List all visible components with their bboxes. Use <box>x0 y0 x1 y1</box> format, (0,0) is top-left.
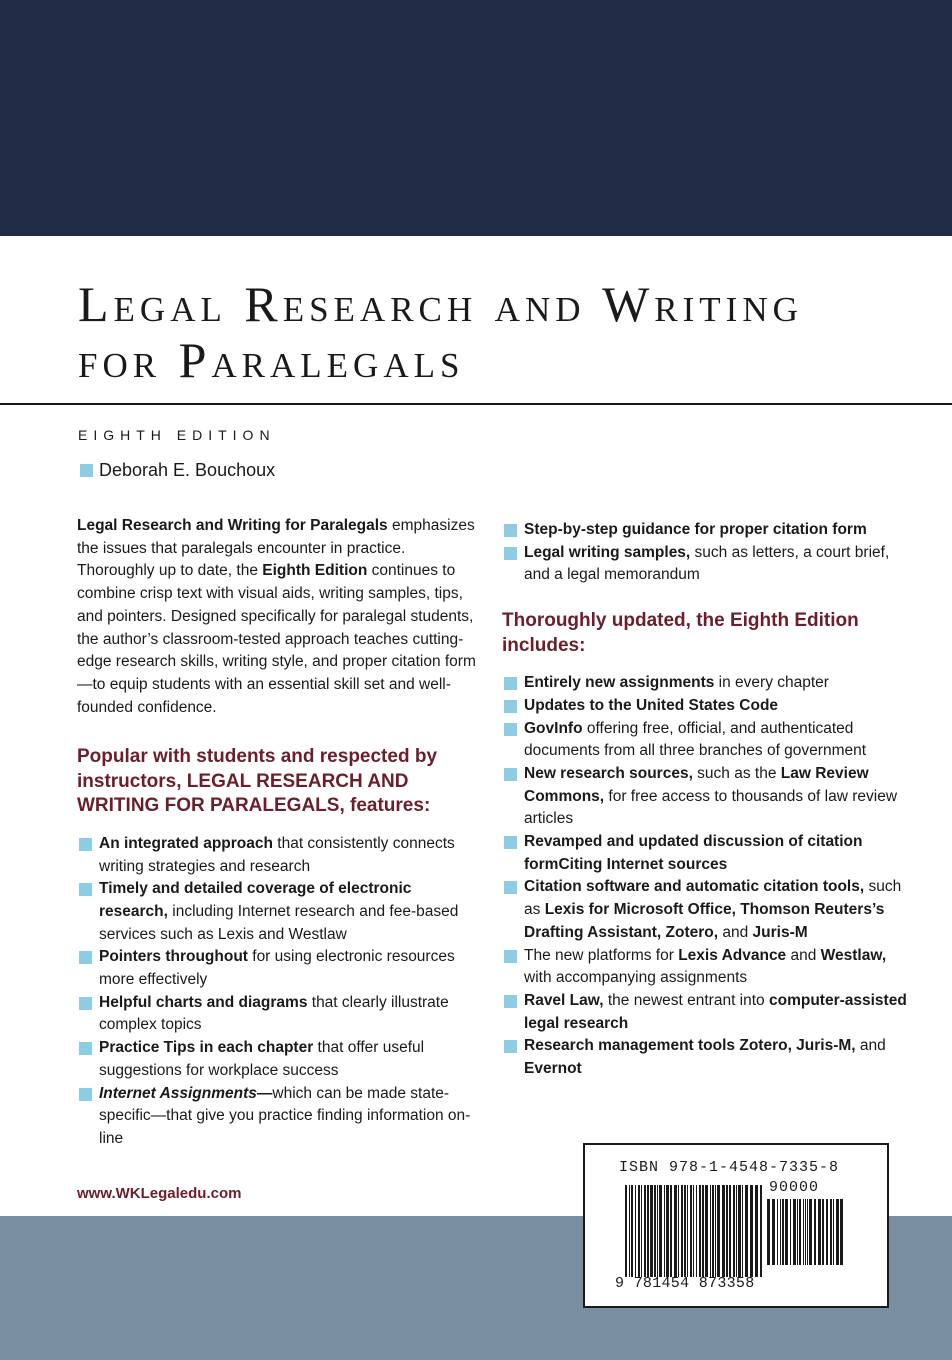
highlights-list <box>502 519 912 587</box>
barcode-bar <box>702 1185 704 1277</box>
barcode-bar <box>822 1199 824 1265</box>
update-bold: Research management tools Zotero, Juris-M, <box>524 1037 856 1055</box>
bullet-square-icon <box>504 768 517 781</box>
update-bold: Evernot <box>524 1060 582 1078</box>
update-text: with accompanying assignments <box>524 969 748 987</box>
barcode-bar <box>670 1185 672 1277</box>
barcode-bar <box>840 1199 843 1265</box>
barcode-bar <box>805 1199 806 1265</box>
list-item <box>502 542 912 587</box>
barcode-bar <box>638 1185 640 1277</box>
barcode-bar <box>742 1185 743 1277</box>
barcode-bar <box>696 1185 697 1277</box>
update-bold: Entirely new assignments <box>524 674 715 692</box>
book-title-line1: Legal Research and Writing <box>78 276 803 332</box>
bullet-square-icon <box>504 836 517 849</box>
list-item <box>502 945 912 990</box>
barcode-addon-bars-icon <box>767 1199 845 1265</box>
top-color-band <box>0 0 952 236</box>
feature-text: that consistently connects writing strategies and research <box>99 834 455 875</box>
bullet-square-icon <box>79 883 92 896</box>
list-item <box>502 831 912 876</box>
barcode-bar <box>830 1199 832 1265</box>
bullet-square-icon <box>504 881 517 894</box>
features-list <box>77 833 477 1151</box>
list-item <box>502 718 912 763</box>
bullet-square-icon <box>80 464 93 477</box>
highlight-bold: Legal writing samples, <box>524 543 691 561</box>
barcode-bar <box>674 1185 677 1277</box>
barcode-bar <box>644 1185 646 1277</box>
isbn-label: ISBN 978-1-4548-7335-8 <box>619 1159 840 1176</box>
feature-bold: Practice Tips in each chapter <box>99 1039 314 1057</box>
updates-heading: Thoroughly updated, the Eighth Edition includes: <box>502 610 859 656</box>
barcode-bar <box>833 1199 834 1265</box>
barcode-bar <box>836 1199 839 1265</box>
update-text: and <box>855 1037 886 1055</box>
barcode-bar <box>790 1199 791 1265</box>
barcode-bar <box>664 1185 665 1277</box>
barcode-bar <box>809 1199 812 1265</box>
barcode-bar <box>629 1185 630 1277</box>
barcode-bar <box>705 1185 708 1277</box>
update-text: the newest entrant into <box>603 991 769 1009</box>
barcode-bar <box>647 1185 649 1277</box>
barcode-bar <box>755 1185 758 1277</box>
bullet-square-icon <box>79 1088 92 1101</box>
list-item <box>77 1037 477 1082</box>
intro-book-title: Legal Research and Writing for Paralegals <box>77 517 388 534</box>
bullet-square-icon <box>79 838 92 851</box>
barcode-bar <box>690 1185 692 1277</box>
barcode-bar <box>745 1185 748 1277</box>
update-bold: New research sources, <box>524 764 693 782</box>
list-item <box>77 992 477 1037</box>
book-title-line2: for Paralegals <box>78 332 465 388</box>
intro-text-1: emphasizes the issues that paralegals encounter in practice. Thoroughly up to date, the <box>77 517 475 580</box>
highlight-text: such as letters, a court brief, and a legal memorandum <box>524 543 890 584</box>
barcode-bar <box>772 1199 775 1265</box>
update-text: in every chapter <box>714 674 829 692</box>
list-item <box>77 833 477 878</box>
intro-text-2: continues to combine crisp text with visual aids, writing samples, tips, and pointers. Designed specifically for paralegal students, the author’s classroom-tested approach teaches cutting-edge research skills, writing style, and proper citation form—to equip students with an essential skill set and well-founded confidence. <box>77 562 476 716</box>
barcode-bar <box>777 1199 778 1265</box>
update-bold: Ravel Law, <box>524 991 604 1009</box>
barcode-bar <box>729 1185 731 1277</box>
barcode-bar <box>722 1185 725 1277</box>
update-bold: GovInfo <box>524 719 583 737</box>
update-bold: Updates to the United States Code <box>524 696 779 714</box>
highlight-bold: Step-by-step guidance for proper citation form <box>524 521 867 538</box>
bullet-square-icon <box>79 997 92 1010</box>
list-item <box>502 672 912 695</box>
barcode-bar <box>799 1199 801 1265</box>
bullet-square-icon <box>504 700 517 713</box>
isbn-barcode <box>583 1143 889 1308</box>
barcode-bar <box>750 1185 753 1277</box>
features-heading: Popular with students and respected by instructors, LEGAL RESEARCH AND WRITING FOR PARALEGALS, features: <box>77 746 438 817</box>
barcode-bar <box>631 1185 633 1277</box>
update-text: The new platforms for <box>524 946 679 964</box>
barcode-bar <box>736 1185 737 1277</box>
update-text: and <box>718 923 753 941</box>
list-item <box>502 519 912 542</box>
list-item <box>502 876 912 944</box>
list-item <box>77 878 477 946</box>
update-bold: Lexis Advance <box>678 946 787 964</box>
list-item <box>502 695 912 718</box>
bullet-square-icon <box>504 723 517 736</box>
feature-text: that offer useful suggestions for workplace success <box>99 1039 425 1079</box>
list-item <box>77 1083 477 1151</box>
bullet-square-icon <box>79 951 92 964</box>
update-text: such as <box>524 878 902 919</box>
author-line <box>80 460 275 481</box>
barcode-bar <box>826 1199 828 1265</box>
barcode-bar <box>650 1185 653 1277</box>
update-text: offering free, official, and authenticated documents from all three branches of government <box>524 719 867 760</box>
update-bold: Citation software and automatic citation tools, <box>524 878 865 896</box>
barcode-bar <box>681 1185 683 1277</box>
barcode-bar <box>785 1199 788 1265</box>
barcode-bar <box>684 1185 686 1277</box>
bullet-square-icon <box>504 677 517 690</box>
feature-bold: Helpful charts and diagrams <box>99 993 308 1011</box>
list-item <box>502 990 912 1035</box>
feature-bold: An integrated approach <box>99 834 273 852</box>
barcode-bars-icon <box>625 1185 765 1277</box>
list-item <box>502 1035 912 1080</box>
update-bold: Juris-M <box>752 923 808 941</box>
barcode-bar <box>767 1199 770 1265</box>
list-item <box>77 946 477 991</box>
barcode-bar <box>715 1185 716 1277</box>
intro-edition: Eighth Edition <box>262 562 368 580</box>
barcode-bar <box>693 1185 694 1277</box>
barcode-bar <box>780 1199 781 1265</box>
update-text: for free access to thousands of law review articles <box>524 787 898 828</box>
barcode-bar <box>657 1185 658 1277</box>
update-bold: Westlaw, <box>820 946 887 964</box>
title-divider <box>0 403 952 405</box>
barcode-bar <box>641 1185 642 1277</box>
barcode-bar <box>760 1185 762 1277</box>
barcode-bar <box>814 1199 816 1265</box>
price-code: 90000 <box>769 1179 820 1196</box>
barcode-bar <box>803 1199 804 1265</box>
barcode-bar <box>654 1185 656 1277</box>
update-bold: Law Review Commons, <box>524 764 869 805</box>
bullet-square-icon <box>504 1040 517 1053</box>
publisher-url: www.WKLegaledu.com <box>77 1185 242 1202</box>
barcode-bar <box>738 1185 741 1277</box>
bullet-square-icon <box>504 547 517 560</box>
barcode-bar <box>625 1185 627 1277</box>
barcode-bar <box>699 1185 701 1277</box>
bullet-square-icon <box>79 1042 92 1055</box>
barcode-bar <box>797 1199 798 1265</box>
barcode-bar <box>733 1185 735 1277</box>
feature-text: for using electronic resources more effectively <box>99 948 455 989</box>
author-name: Deborah E. Bouchoux <box>99 460 276 480</box>
updates-list <box>502 672 912 1081</box>
feature-text: that clearly illustrate complex topics <box>99 993 449 1034</box>
bullet-square-icon <box>504 524 517 537</box>
barcode-bar <box>726 1185 728 1277</box>
barcode-bar <box>818 1199 821 1265</box>
barcode-bar <box>782 1199 784 1265</box>
barcode-bar <box>807 1199 808 1265</box>
update-bold: Revamped and updated discussion of citation formCiting Internet sources <box>524 833 863 873</box>
update-text: and <box>786 946 821 964</box>
barcode-bar <box>710 1185 711 1277</box>
barcode-bar <box>659 1185 662 1277</box>
feature-bold: Timely and detailed coverage of electronic research, <box>99 880 412 920</box>
barcode-bar <box>712 1185 714 1277</box>
update-bold: computer-assisted legal research <box>524 991 907 1032</box>
bullet-square-icon <box>504 950 517 963</box>
book-title <box>78 276 938 388</box>
feature-bold: Pointers throughout <box>99 948 248 966</box>
barcode-bar <box>666 1185 669 1277</box>
list-item <box>502 763 912 831</box>
edition-label: EIGHTH EDITION <box>78 427 276 443</box>
barcode-bar <box>793 1199 796 1265</box>
ean-digits: 9 781454 873358 <box>615 1275 755 1292</box>
feature-text: including Internet research and fee-based services such as Lexis and Westlaw <box>99 902 459 943</box>
bullet-square-icon <box>504 995 517 1008</box>
update-bold: Lexis for Microsoft Office, Thomson Reuters’s Drafting Assistant, Zotero, <box>524 901 885 941</box>
feature-bold: Internet Assignments— <box>99 1084 273 1102</box>
barcode-bar <box>678 1185 679 1277</box>
feature-text: which can be made state-specific—that give you practice finding information on-line <box>99 1084 471 1147</box>
barcode-bar <box>717 1185 720 1277</box>
intro-paragraph <box>77 515 477 719</box>
barcode-bar <box>635 1185 636 1277</box>
left-column <box>77 515 477 1151</box>
update-text: such as the <box>692 764 781 782</box>
barcode-bar <box>687 1185 688 1277</box>
right-column <box>502 519 912 1081</box>
